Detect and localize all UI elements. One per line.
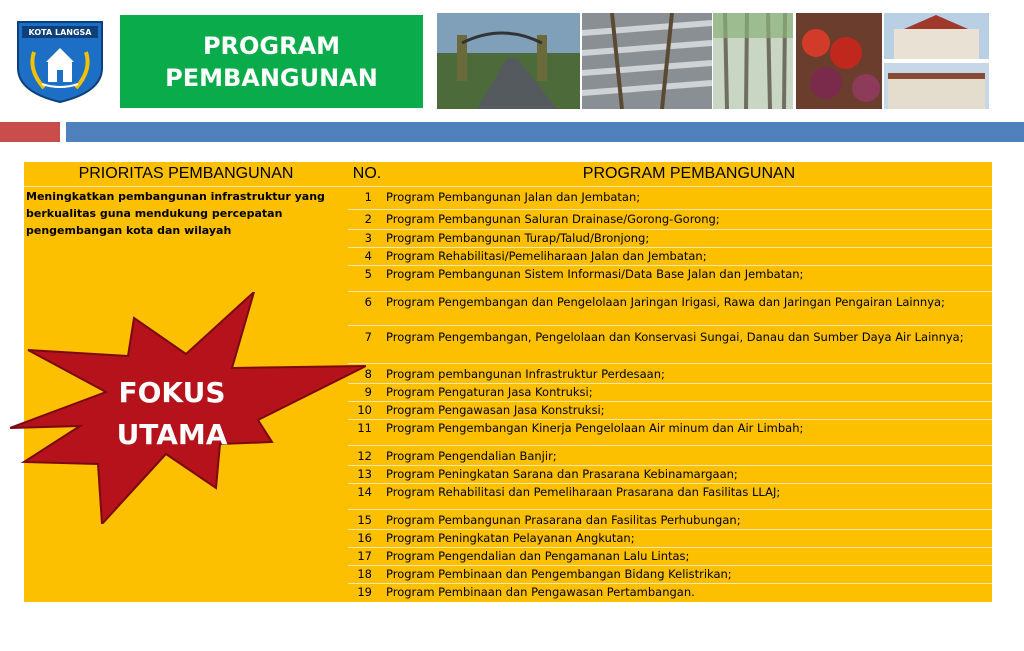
row-no: 14 xyxy=(357,485,372,499)
title-line-1: PROGRAM xyxy=(202,31,341,60)
row-no: 9 xyxy=(364,385,372,399)
row-text: Program Pengembangan, Pengelolaan dan Konservasi Sungai, Danau dan Sumber Daya Air Lainnya; xyxy=(386,330,964,344)
row-no: 18 xyxy=(357,567,372,581)
table-row xyxy=(348,402,992,420)
row-text: Program Pembinaan dan Pengembangan Bidang Kelistrikan; xyxy=(386,567,732,581)
row-text: Program pembangunan Infrastruktur Perdesaan; xyxy=(386,367,665,381)
row-text: Program Peningkatan Pelayanan Angkutan; xyxy=(386,531,635,545)
table-row xyxy=(348,466,992,484)
row-no: 17 xyxy=(357,549,372,563)
table-row xyxy=(348,446,992,466)
row-no: 10 xyxy=(357,403,372,417)
fish-drying-photo-icon xyxy=(582,13,712,109)
building-photo-top-icon xyxy=(884,13,989,59)
row-no: 11 xyxy=(357,421,372,435)
table-row xyxy=(348,584,992,602)
row-text: Program Pengendalian Banjir; xyxy=(386,449,557,463)
title-box xyxy=(120,15,423,108)
callout-line-1: FOKUS xyxy=(118,376,226,409)
row-text: Program Pembinaan dan Pengawasan Pertambangan. xyxy=(386,585,695,599)
table-row xyxy=(348,420,992,446)
header-priority: PRIORITAS PEMBANGUNAN xyxy=(24,162,348,187)
row-no: 13 xyxy=(357,467,372,481)
row-no: 2 xyxy=(364,212,372,226)
rubber-plantation-photo-icon xyxy=(713,13,793,109)
row-no: 15 xyxy=(357,513,372,527)
row-text: Program Pengaturan Jasa Kontruksi; xyxy=(386,385,593,399)
table-row xyxy=(348,510,992,530)
row-text: Program Rehabilitasi/Pemeliharaan Jalan dan Jembatan; xyxy=(386,249,707,263)
row-text: Program Pembangunan Jalan dan Jembatan; xyxy=(386,190,641,204)
row-no: 6 xyxy=(364,295,372,309)
title-line-2: PEMBANGUNAN xyxy=(165,63,378,92)
table-row xyxy=(348,326,992,364)
table-row xyxy=(348,210,992,230)
row-no: 5 xyxy=(364,267,372,281)
row-text: Program Pembangunan Sistem Informasi/Data Base Jalan dan Jembatan; xyxy=(386,267,804,281)
row-text: Program Rehabilitasi dan Pemeliharaan Prasarana dan Fasilitas LLAJ; xyxy=(386,485,781,499)
table-row xyxy=(348,292,992,326)
priority-text: Meningkatkan pembangunan infrastruktur yang berkualitas guna mendukung percepatan pengembangan kota dan wilayah xyxy=(26,190,325,237)
row-text: Program Pengendalian dan Pengamanan Lalu Lintas; xyxy=(386,549,690,563)
table-row xyxy=(348,530,992,548)
table-row xyxy=(348,548,992,566)
table-row xyxy=(348,248,992,266)
accent-bar-blue xyxy=(66,122,1024,142)
header-program: PROGRAM PEMBANGUNAN xyxy=(386,162,992,187)
table-row xyxy=(348,266,992,292)
table-row xyxy=(348,566,992,584)
road-gate-photo-icon xyxy=(437,13,580,109)
row-no: 1 xyxy=(364,190,372,204)
row-no: 7 xyxy=(364,330,372,344)
fokus-utama-starburst-icon xyxy=(10,292,366,524)
building-photo-bottom-icon xyxy=(884,63,989,109)
table-row xyxy=(348,230,992,248)
row-no: 4 xyxy=(364,249,372,263)
row-no: 3 xyxy=(364,231,372,245)
row-text: Program Pengawasan Jasa Konstruksi; xyxy=(386,403,605,417)
table-row xyxy=(348,186,992,210)
market-produce-photo-icon xyxy=(796,13,882,109)
row-text: Program Pembangunan Prasarana dan Fasilitas Perhubungan; xyxy=(386,513,741,527)
row-no: 12 xyxy=(357,449,372,463)
accent-bar-red xyxy=(0,122,60,142)
row-text: Program Pembangunan Saluran Drainase/Gorong-Gorong; xyxy=(386,212,720,226)
row-no: 16 xyxy=(357,531,372,545)
row-text: Program Pengembangan Kinerja Pengelolaan Air minum dan Air Limbah; xyxy=(386,421,804,435)
row-text: Program Pengembangan dan Pengelolaan Jaringan Irigasi, Rawa dan Jaringan Pengairan Lainnya; xyxy=(386,295,945,309)
callout-line-2: UTAMA xyxy=(116,418,228,451)
row-no: 8 xyxy=(364,367,372,381)
table-row xyxy=(348,484,992,510)
row-text: Program Pembangunan Turap/Talud/Bronjong; xyxy=(386,231,650,245)
kota-langsa-logo-icon xyxy=(14,18,106,104)
row-no: 19 xyxy=(357,585,372,599)
table-row xyxy=(348,384,992,402)
table-row xyxy=(348,364,992,384)
header-no: NO. xyxy=(348,162,386,187)
row-text: Program Peningkatan Sarana dan Prasarana Kebinamargaan; xyxy=(386,467,738,481)
logo-label: KOTA LANGSA xyxy=(28,28,92,37)
